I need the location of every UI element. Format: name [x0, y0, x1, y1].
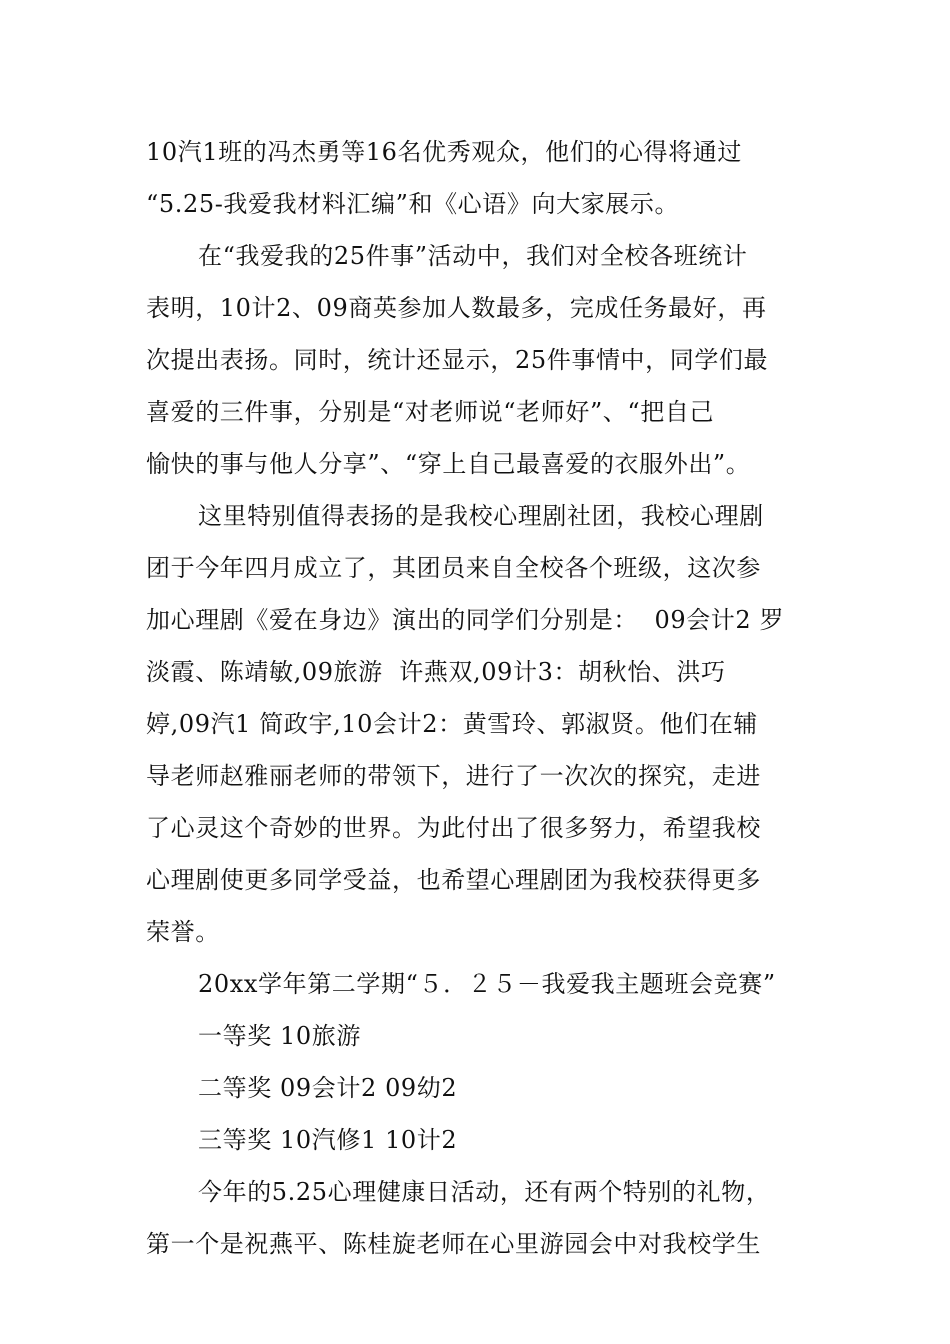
award-third-prize: 三等奖 10汽修1 10计2 — [198, 1126, 458, 1154]
text-line: 心理剧使更多同学受益，也希望心理剧团为我校获得更多 — [146, 866, 761, 894]
award-heading: 20xx学年第二学期“５．２５－我爱我主题班会竞赛” — [198, 970, 776, 998]
text-line: 次提出表扬。同时，统计还显示，25件事情中，同学们最 — [146, 346, 769, 374]
text-line: 第一个是祝燕平、陈桂旋老师在心里游园会中对我校学生 — [146, 1230, 761, 1258]
text-line: 喜爱的三件事，分别是“对老师说“老师好”、“把自己 — [146, 398, 715, 426]
paragraph-start: 这里特别值得表扬的是我校心理剧社团，我校心理剧 — [198, 502, 764, 530]
text-line: 导老师赵雅丽老师的带领下，进行了一次次的探究，走进 — [146, 762, 761, 790]
text-line: 淡霞、陈靖敏,09旅游 许燕双,09计3：胡秋怡、洪巧 — [146, 658, 726, 686]
text-line: 团于今年四月成立了，其团员来自全校各个班级，这次参 — [146, 554, 761, 582]
award-first-prize: 一等奖 10旅游 — [198, 1022, 361, 1050]
text-line: 10汽1班的冯杰勇等16名优秀观众，他们的心得将通过 — [146, 138, 742, 166]
paragraph-start: 今年的5.25心理健康日活动，还有两个特别的礼物， — [198, 1178, 771, 1206]
award-second-prize: 二等奖 09会计2 09幼2 — [198, 1074, 458, 1102]
text-line: 婷,09汽1 简政宇,10会计2：黄雪玲、郭淑贤。他们在辅 — [146, 710, 758, 738]
text-line: 表明，10计2、09商英参加人数最多，完成任务最好，再 — [146, 294, 767, 322]
document-body — [146, 126, 808, 1270]
paragraph-start: 在“我爱我的25件事”活动中，我们对全校各班统计 — [198, 242, 748, 270]
text-line: 愉快的事与他人分享”、“穿上自己最喜爱的衣服外出”。 — [146, 450, 751, 478]
text-line: 荣誉。 — [146, 918, 220, 946]
text-line: 了心灵这个奇妙的世界。为此付出了很多努力，希望我校 — [146, 814, 761, 842]
text-line: “5.25-我爱我材料汇编”和《心语》向大家展示。 — [146, 190, 680, 218]
text-line: 加心理剧《爱在身边》演出的同学们分别是： 09会计2 罗 — [146, 606, 785, 634]
